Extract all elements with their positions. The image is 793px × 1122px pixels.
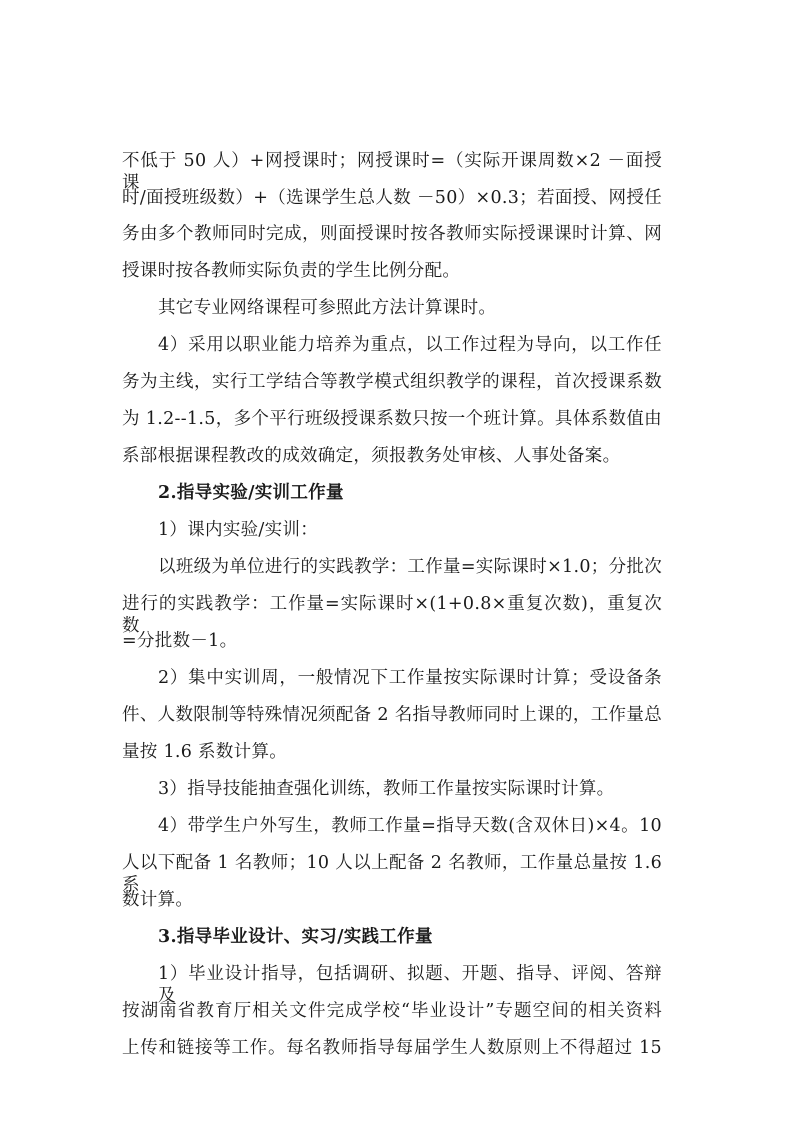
list-item-text: 4）带学生户外写生，教师工作量=指导天数(含双休日)×4。10 bbox=[158, 816, 662, 836]
section-heading: 3.指导毕业设计、实习/实践工作量 bbox=[158, 927, 433, 947]
body-text-line: 时/面授班级数）+（选课学生总人数 －50）×0.3；若面授、网授任 bbox=[122, 188, 662, 208]
list-item-text: 2）集中实训周，一般情况下工作量按实际课时计算；受设备条 bbox=[158, 668, 662, 688]
body-text-line: 人以下配备 1 名教师；10 人以上配备 2 名教师，工作量总量按 1.6 系 bbox=[122, 853, 662, 895]
body-text-line: 系部根据课程教改的成效确定，须报教务处审核、人事处备案。 bbox=[122, 446, 621, 466]
body-text-line: 务为主线，实行工学结合等教学模式组织教学的课程，首次授课系数 bbox=[122, 372, 662, 392]
body-text-line: =分批数－1。 bbox=[122, 631, 238, 651]
body-text-line: 其它专业网络课程可参照此方法计算课时。 bbox=[158, 298, 497, 318]
body-text-line: 上传和链接等工作。每名教师指导每届学生人数原则上不得超过 15 bbox=[122, 1038, 662, 1058]
list-item-text: 4）采用以职业能力培养为重点，以工作过程为导向，以工作任 bbox=[158, 335, 662, 355]
body-text-line: 为 1.2--1.5，多个平行班级授课系数只按一个班计算。具体系数值由 bbox=[122, 409, 662, 429]
body-text-line: 务由多个教师同时完成，则面授课时按各教师实际授课课时计算、网 bbox=[122, 224, 662, 244]
list-item-text: 3）指导技能抽查强化训练，教师工作量按实际课时计算。 bbox=[158, 779, 615, 799]
body-text-line: 以班级为单位进行的实践教学：工作量=实际课时×1.0；分批次 bbox=[158, 557, 662, 577]
body-text-line: 进行的实践教学：工作量=实际课时×(1+0.8×重复次数)，重复次数 bbox=[122, 594, 662, 636]
body-text-line: 数计算。 bbox=[122, 890, 194, 910]
section-heading: 2.指导实验/实训工作量 bbox=[158, 483, 344, 503]
list-item-text: 1）课内实验/实训： bbox=[158, 520, 319, 540]
body-text-line: 按湖南省教育厅相关文件完成学校“毕业设计”专题空间的相关资料 bbox=[122, 1001, 662, 1021]
body-text-line: 量按 1.6 系数计算。 bbox=[122, 742, 288, 762]
body-text-line: 件、人数限制等特殊情况须配备 2 名指导教师同时上课的，工作量总 bbox=[122, 705, 662, 725]
body-text-line: 不低于 50 人）+网授课时；网授课时=（实际开课周数×2 －面授课 bbox=[122, 151, 662, 193]
body-text-line: 授课时按各教师实际负责的学生比例分配。 bbox=[122, 261, 461, 281]
list-item-text: 1）毕业设计指导，包括调研、拟题、开题、指导、评阅、答辩及 bbox=[158, 964, 662, 1006]
